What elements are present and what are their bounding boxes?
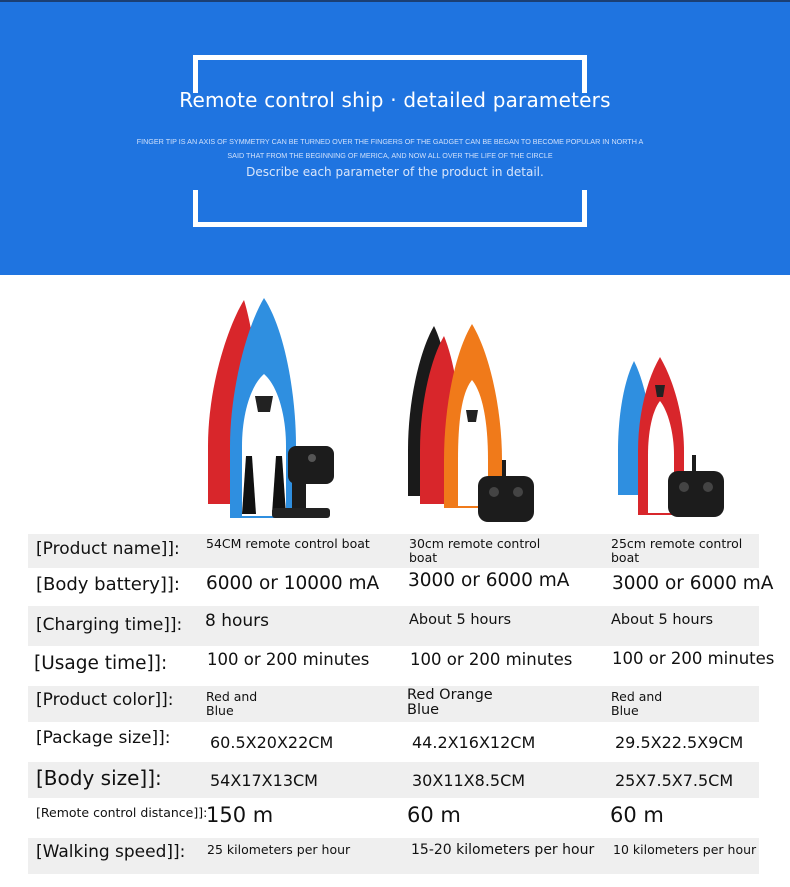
value-name-30cm-line1: 30cm remote control xyxy=(409,536,541,551)
value-name-25cm-line1: 25cm remote control xyxy=(611,536,743,551)
value-battery-25cm: 3000 or 6000 mA xyxy=(612,573,774,594)
value-name-25cm xyxy=(611,537,742,565)
label-usage: [Usage time]]: xyxy=(34,653,168,674)
spec-row-distance xyxy=(28,798,759,838)
value-color-25cm-line1: Red and xyxy=(611,689,663,704)
value-package-25cm: 29.5X22.5X9CM xyxy=(615,733,744,752)
value-color-25cm-line2: Blue xyxy=(611,703,639,718)
label-battery: [Body battery]]: xyxy=(36,574,180,595)
header-banner xyxy=(0,0,790,275)
label-color: [Product color]]: xyxy=(36,690,174,710)
banner-fine-print xyxy=(120,135,660,163)
value-battery-30cm: 3000 or 6000 mA xyxy=(408,570,570,591)
banner-subtitle: Describe each parameter of the product in detail. xyxy=(246,165,544,179)
value-name-30cm xyxy=(409,537,540,565)
value-usage-30cm: 100 or 200 minutes xyxy=(410,650,573,669)
value-distance-54cm: 150 m xyxy=(206,803,274,827)
boat-30cm-image xyxy=(404,320,544,530)
spec-row-body-size xyxy=(28,762,759,798)
label-package: [Package size]]: xyxy=(36,728,171,748)
spec-row-charging xyxy=(28,606,759,646)
value-battery-54cm: 6000 or 10000 mA xyxy=(206,573,380,594)
value-name-54cm: 54CM remote control boat xyxy=(206,536,370,551)
banner-frame-bottom xyxy=(193,190,587,227)
value-distance-25cm: 60 m xyxy=(610,803,664,827)
value-speed-25cm: 10 kilometers per hour xyxy=(613,842,757,857)
label-body-size: [Body size]]: xyxy=(36,766,162,790)
spec-row-color xyxy=(28,686,759,722)
value-color-54cm-line1: Red and xyxy=(206,689,258,704)
value-color-54cm-line2: Blue xyxy=(206,703,234,718)
value-color-30cm-line2: Blue xyxy=(407,702,440,718)
spec-row-speed xyxy=(28,838,759,874)
spec-row-package xyxy=(28,722,759,762)
value-body-30cm: 30X11X8.5CM xyxy=(412,771,526,790)
value-body-25cm: 25X7.5X7.5CM xyxy=(615,771,734,790)
value-charging-54cm: 8 hours xyxy=(205,611,270,631)
banner-fine-line-2: SAID THAT FROM THE BEGINNING OF MERICA, AND NOW ALL OVER THE LIFE OF THE CIRCLE xyxy=(227,151,553,160)
value-package-54cm: 60.5X20X22CM xyxy=(210,733,334,752)
spec-row-product-name xyxy=(28,534,759,568)
banner-fine-line-1: FINGER TIP IS AN AXIS OF SYMMETRY CAN BE TURNED OVER THE FINGERS OF THE GADGET CAN BE BEGAN TO BECOME POPULAR IN NORTH A xyxy=(136,137,644,146)
banner-title: Remote control ship · detailed parameters xyxy=(179,88,611,112)
value-charging-25cm: About 5 hours xyxy=(611,612,714,628)
boat-25cm-image xyxy=(612,355,727,525)
value-charging-30cm: About 5 hours xyxy=(409,612,512,628)
value-color-25cm xyxy=(611,690,662,718)
value-speed-30cm: 15-20 kilometers per hour xyxy=(411,842,595,858)
label-distance: [Remote control distance]]: xyxy=(36,805,208,820)
spec-row-battery xyxy=(28,568,774,604)
value-color-30cm-line1: Red Orange xyxy=(407,687,493,703)
value-color-54cm xyxy=(206,690,257,718)
value-package-30cm: 44.2X16X12CM xyxy=(412,733,536,752)
value-color-30cm xyxy=(407,688,493,718)
spec-row-usage xyxy=(28,646,775,684)
value-usage-25cm: 100 or 200 minutes xyxy=(612,649,775,668)
boat-54cm-image xyxy=(200,296,350,526)
value-usage-54cm: 100 or 200 minutes xyxy=(207,650,370,669)
value-body-54cm: 54X17X13CM xyxy=(210,771,318,790)
value-distance-30cm: 60 m xyxy=(407,803,461,827)
label-product-name: [Product name]]: xyxy=(36,539,180,559)
value-name-25cm-line2: boat xyxy=(611,550,640,565)
label-speed: [Walking speed]]: xyxy=(36,842,186,862)
label-charging: [Charging time]]: xyxy=(36,615,183,635)
value-name-30cm-line2: boat xyxy=(409,550,438,565)
value-speed-54cm: 25 kilometers per hour xyxy=(207,842,351,857)
